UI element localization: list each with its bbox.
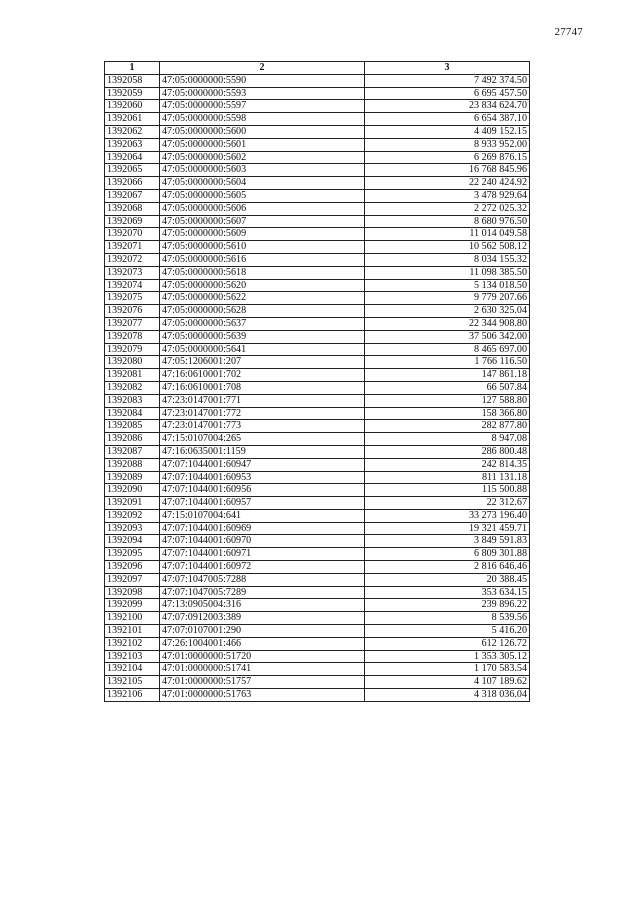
table-row <box>105 215 530 228</box>
row-number-cell: 1392082 <box>105 381 160 394</box>
table-row <box>105 650 530 663</box>
table-row <box>105 151 530 164</box>
row-number-cell: 1392094 <box>105 535 160 548</box>
cadastral-number-cell: 47:05:0000000:5620 <box>160 279 365 292</box>
value-cell: 37 506 342.00 <box>365 330 530 343</box>
value-cell: 66 507.84 <box>365 381 530 394</box>
cadastral-number-cell: 47:07:1044001:60971 <box>160 548 365 561</box>
row-number-cell: 1392092 <box>105 509 160 522</box>
table-row <box>105 113 530 126</box>
cadastral-number-cell: 47:26:1004001:466 <box>160 637 365 650</box>
table-body <box>105 74 530 701</box>
value-cell: 4 318 036.04 <box>365 689 530 702</box>
table-row <box>105 125 530 138</box>
row-number-cell: 1392095 <box>105 548 160 561</box>
table-row <box>105 330 530 343</box>
row-number-cell: 1392101 <box>105 625 160 638</box>
cadastral-number-cell: 47:16:0635001:1159 <box>160 445 365 458</box>
value-cell: 10 562 508.12 <box>365 241 530 254</box>
row-number-cell: 1392089 <box>105 471 160 484</box>
cadastral-number-cell: 47:07:1044001:60947 <box>160 458 365 471</box>
table-row <box>105 548 530 561</box>
cadastral-number-cell: 47:05:0000000:5605 <box>160 189 365 202</box>
value-cell: 8 933 952.00 <box>365 138 530 151</box>
cadastral-number-cell: 47:05:0000000:5622 <box>160 292 365 305</box>
table-row <box>105 676 530 689</box>
row-number-cell: 1392091 <box>105 497 160 510</box>
table-row <box>105 292 530 305</box>
row-number-cell: 1392105 <box>105 676 160 689</box>
table-row <box>105 535 530 548</box>
value-cell: 8 680 976.50 <box>365 215 530 228</box>
row-number-cell: 1392083 <box>105 394 160 407</box>
cadastral-number-cell: 47:01:0000000:51763 <box>160 689 365 702</box>
table-row <box>105 573 530 586</box>
table-row <box>105 612 530 625</box>
cadastral-number-cell: 47:07:1044001:60956 <box>160 484 365 497</box>
value-cell: 4 409 152.15 <box>365 125 530 138</box>
cadastral-number-cell: 47:05:0000000:5593 <box>160 87 365 100</box>
value-cell: 8 947.08 <box>365 433 530 446</box>
row-number-cell: 1392103 <box>105 650 160 663</box>
value-cell: 2 816 646.46 <box>365 561 530 574</box>
row-number-cell: 1392090 <box>105 484 160 497</box>
value-cell: 6 654 387.10 <box>365 113 530 126</box>
cadastral-number-cell: 47:01:0000000:51720 <box>160 650 365 663</box>
cadastral-number-cell: 47:23:0147001:771 <box>160 394 365 407</box>
cadastral-number-cell: 47:07:1044001:60972 <box>160 561 365 574</box>
row-number-cell: 1392088 <box>105 458 160 471</box>
row-number-cell: 1392074 <box>105 279 160 292</box>
table-row <box>105 407 530 420</box>
table-row <box>105 202 530 215</box>
table-row <box>105 317 530 330</box>
row-number-cell: 1392106 <box>105 689 160 702</box>
column-header-2: 2 <box>160 62 365 75</box>
table-row <box>105 381 530 394</box>
row-number-cell: 1392076 <box>105 305 160 318</box>
cadastral-number-cell: 47:07:1047005:7288 <box>160 573 365 586</box>
value-cell: 22 312.67 <box>365 497 530 510</box>
row-number-cell: 1392097 <box>105 573 160 586</box>
row-number-cell: 1392104 <box>105 663 160 676</box>
row-number-cell: 1392058 <box>105 74 160 87</box>
table-row <box>105 420 530 433</box>
value-cell: 353 634.15 <box>365 586 530 599</box>
table-row <box>105 343 530 356</box>
table-row <box>105 356 530 369</box>
table-row <box>105 484 530 497</box>
cadastral-number-cell: 47:05:0000000:5597 <box>160 100 365 113</box>
table-row <box>105 305 530 318</box>
cadastral-number-cell: 47:07:0912003:389 <box>160 612 365 625</box>
table-row <box>105 189 530 202</box>
row-number-cell: 1392087 <box>105 445 160 458</box>
row-number-cell: 1392096 <box>105 561 160 574</box>
table-row <box>105 394 530 407</box>
table-row <box>105 663 530 676</box>
row-number-cell: 1392071 <box>105 241 160 254</box>
cadastral-number-cell: 47:16:0610001:702 <box>160 369 365 382</box>
table-row <box>105 138 530 151</box>
table-row <box>105 177 530 190</box>
value-cell: 11 098 385.50 <box>365 266 530 279</box>
value-cell: 811 131.18 <box>365 471 530 484</box>
table-header-row <box>105 62 530 75</box>
table-row <box>105 279 530 292</box>
value-cell: 6 809 301.88 <box>365 548 530 561</box>
cadastral-number-cell: 47:05:0000000:5603 <box>160 164 365 177</box>
row-number-cell: 1392098 <box>105 586 160 599</box>
cadastral-number-cell: 47:07:1044001:60969 <box>160 522 365 535</box>
row-number-cell: 1392066 <box>105 177 160 190</box>
table-row <box>105 100 530 113</box>
cadastral-number-cell: 47:05:0000000:5590 <box>160 74 365 87</box>
value-cell: 11 014 049.58 <box>365 228 530 241</box>
cadastral-number-cell: 47:23:0147001:772 <box>160 407 365 420</box>
value-cell: 22 240 424.92 <box>365 177 530 190</box>
row-number-cell: 1392086 <box>105 433 160 446</box>
row-number-cell: 1392093 <box>105 522 160 535</box>
cadastral-number-cell: 47:16:0610001:708 <box>160 381 365 394</box>
cadastral-number-cell: 47:05:0000000:5637 <box>160 317 365 330</box>
column-header-1: 1 <box>105 62 160 75</box>
table-row <box>105 433 530 446</box>
row-number-cell: 1392099 <box>105 599 160 612</box>
table-row <box>105 637 530 650</box>
value-cell: 158 366.80 <box>365 407 530 420</box>
table-row <box>105 253 530 266</box>
table-row <box>105 164 530 177</box>
table-row <box>105 471 530 484</box>
value-cell: 6 269 876.15 <box>365 151 530 164</box>
row-number-cell: 1392060 <box>105 100 160 113</box>
table-row <box>105 522 530 535</box>
table-row <box>105 228 530 241</box>
cadastral-number-cell: 47:05:0000000:5607 <box>160 215 365 228</box>
cadastral-number-cell: 47:07:1044001:60970 <box>160 535 365 548</box>
value-cell: 22 344 908.80 <box>365 317 530 330</box>
cadastral-number-cell: 47:15:0107004:265 <box>160 433 365 446</box>
cadastral-number-cell: 47:05:0000000:5641 <box>160 343 365 356</box>
row-number-cell: 1392069 <box>105 215 160 228</box>
cadastral-number-cell: 47:01:0000000:51757 <box>160 676 365 689</box>
table-row <box>105 241 530 254</box>
value-cell: 3 849 591.83 <box>365 535 530 548</box>
cadastral-number-cell: 47:05:0000000:5628 <box>160 305 365 318</box>
value-cell: 3 478 929.64 <box>365 189 530 202</box>
row-number-cell: 1392075 <box>105 292 160 305</box>
value-cell: 19 321 459.71 <box>365 522 530 535</box>
cadastral-number-cell: 47:05:0000000:5606 <box>160 202 365 215</box>
row-number-cell: 1392063 <box>105 138 160 151</box>
cadastral-number-cell: 47:15:0107004:641 <box>160 509 365 522</box>
table-row <box>105 689 530 702</box>
row-number-cell: 1392068 <box>105 202 160 215</box>
value-cell: 23 834 624.70 <box>365 100 530 113</box>
cadastral-number-cell: 47:07:1044001:60953 <box>160 471 365 484</box>
table-row <box>105 509 530 522</box>
table-row <box>105 625 530 638</box>
table-row <box>105 369 530 382</box>
value-cell: 147 861.18 <box>365 369 530 382</box>
value-cell: 16 768 845.96 <box>365 164 530 177</box>
value-cell: 7 492 374.50 <box>365 74 530 87</box>
cadastral-number-cell: 47:07:1044001:60957 <box>160 497 365 510</box>
row-number-cell: 1392077 <box>105 317 160 330</box>
table-row <box>105 497 530 510</box>
cadastral-number-cell: 47:05:1206001:207 <box>160 356 365 369</box>
row-number-cell: 1392078 <box>105 330 160 343</box>
table-row <box>105 266 530 279</box>
cadastral-number-cell: 47:05:0000000:5601 <box>160 138 365 151</box>
table-row <box>105 74 530 87</box>
value-cell: 115 500.88 <box>365 484 530 497</box>
cadastral-number-cell: 47:05:0000000:5604 <box>160 177 365 190</box>
row-number-cell: 1392080 <box>105 356 160 369</box>
value-cell: 1 170 583.54 <box>365 663 530 676</box>
value-cell: 5 134 018.50 <box>365 279 530 292</box>
cadastral-number-cell: 47:05:0000000:5609 <box>160 228 365 241</box>
value-cell: 239 896.22 <box>365 599 530 612</box>
table-row <box>105 599 530 612</box>
cadastral-number-cell: 47:07:1047005:7289 <box>160 586 365 599</box>
value-cell: 9 779 207.66 <box>365 292 530 305</box>
table-row <box>105 586 530 599</box>
table-row <box>105 458 530 471</box>
cadastral-number-cell: 47:23:0147001:773 <box>160 420 365 433</box>
value-cell: 4 107 189.62 <box>365 676 530 689</box>
row-number-cell: 1392061 <box>105 113 160 126</box>
value-cell: 33 273 196.40 <box>365 509 530 522</box>
value-cell: 1 353 305.12 <box>365 650 530 663</box>
cadastral-number-cell: 47:05:0000000:5618 <box>160 266 365 279</box>
table-row <box>105 87 530 100</box>
cadastral-number-cell: 47:05:0000000:5610 <box>160 241 365 254</box>
row-number-cell: 1392102 <box>105 637 160 650</box>
row-number-cell: 1392059 <box>105 87 160 100</box>
value-cell: 127 588.80 <box>365 394 530 407</box>
value-cell: 2 272 025.32 <box>365 202 530 215</box>
row-number-cell: 1392072 <box>105 253 160 266</box>
value-cell: 20 388.45 <box>365 573 530 586</box>
value-cell: 8 465 697.00 <box>365 343 530 356</box>
column-header-3: 3 <box>365 62 530 75</box>
table-row <box>105 445 530 458</box>
value-cell: 2 630 325.04 <box>365 305 530 318</box>
cadastral-number-cell: 47:05:0000000:5602 <box>160 151 365 164</box>
value-cell: 6 695 457.50 <box>365 87 530 100</box>
cadastral-number-cell: 47:05:0000000:5598 <box>160 113 365 126</box>
cadastral-number-cell: 47:05:0000000:5600 <box>160 125 365 138</box>
cadastral-number-cell: 47:07:0107001:290 <box>160 625 365 638</box>
row-number-cell: 1392100 <box>105 612 160 625</box>
value-cell: 8 539.56 <box>365 612 530 625</box>
row-number-cell: 1392084 <box>105 407 160 420</box>
cadastral-value-table <box>104 61 530 702</box>
value-cell: 1 766 116.50 <box>365 356 530 369</box>
row-number-cell: 1392070 <box>105 228 160 241</box>
row-number-cell: 1392065 <box>105 164 160 177</box>
cadastral-number-cell: 47:05:0000000:5639 <box>160 330 365 343</box>
value-cell: 612 126.72 <box>365 637 530 650</box>
row-number-cell: 1392064 <box>105 151 160 164</box>
value-cell: 8 034 155.32 <box>365 253 530 266</box>
row-number-cell: 1392085 <box>105 420 160 433</box>
value-cell: 282 877.80 <box>365 420 530 433</box>
cadastral-number-cell: 47:13:0905004:316 <box>160 599 365 612</box>
value-cell: 242 814.35 <box>365 458 530 471</box>
row-number-cell: 1392079 <box>105 343 160 356</box>
row-number-cell: 1392067 <box>105 189 160 202</box>
table-row <box>105 561 530 574</box>
cadastral-number-cell: 47:01:0000000:51741 <box>160 663 365 676</box>
value-cell: 286 800.48 <box>365 445 530 458</box>
value-cell: 5 416.20 <box>365 625 530 638</box>
row-number-cell: 1392062 <box>105 125 160 138</box>
page-number: 27747 <box>554 26 583 38</box>
row-number-cell: 1392073 <box>105 266 160 279</box>
cadastral-number-cell: 47:05:0000000:5616 <box>160 253 365 266</box>
row-number-cell: 1392081 <box>105 369 160 382</box>
